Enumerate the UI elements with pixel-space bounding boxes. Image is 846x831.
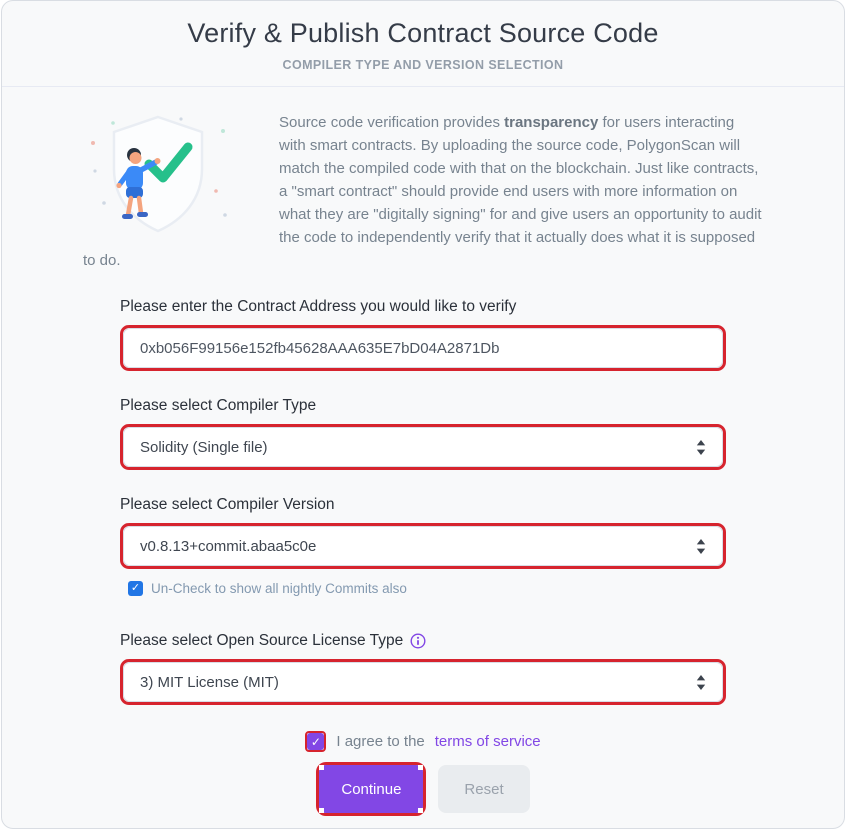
annotation-frame-license xyxy=(120,659,726,705)
updown-arrows-icon xyxy=(696,440,706,455)
updown-arrows-icon xyxy=(696,539,706,554)
annotation-frame-contract-address xyxy=(120,325,726,371)
annotation-corner xyxy=(319,808,324,813)
check-icon: ✓ xyxy=(130,582,141,594)
terms-agree-row xyxy=(120,731,726,752)
annotation-corner xyxy=(418,808,423,813)
contract-address-group xyxy=(120,298,726,371)
annotation-frame-compiler-type xyxy=(120,424,726,470)
compiler-type-select[interactable] xyxy=(123,427,723,467)
reset-button[interactable]: Reset xyxy=(438,765,529,813)
compiler-version-select[interactable] xyxy=(123,526,723,566)
check-icon: ✓ xyxy=(310,734,321,749)
annotation-frame-continue-button xyxy=(316,762,426,816)
contract-address-input[interactable] xyxy=(123,328,723,368)
compiler-version-selected-value: v0.8.13+commit.abaa5c0e xyxy=(140,537,317,555)
annotation-frame-agree-checkbox xyxy=(305,731,326,752)
terms-of-service-link[interactable]: terms of service xyxy=(434,733,541,750)
intro-paragraph xyxy=(83,111,763,272)
intro-text: Source code verification provides xyxy=(279,114,505,131)
intro-bold-word: transparency xyxy=(504,114,599,131)
compiler-version-label: Please select Compiler Version xyxy=(120,496,335,513)
license-selected-value: 3) MIT License (MIT) xyxy=(140,673,279,691)
page-subtitle: COMPILER TYPE AND VERSION SELECTION xyxy=(282,58,564,72)
page-title: Verify & Publish Contract Source Code xyxy=(187,18,659,48)
info-icon[interactable] xyxy=(410,633,426,649)
updown-arrows-icon xyxy=(696,675,706,690)
agree-text: I agree to the xyxy=(336,733,425,750)
annotation-frame-compiler-version xyxy=(120,523,726,569)
verify-contract-card xyxy=(1,0,845,829)
card-header xyxy=(2,1,844,87)
license-group xyxy=(120,632,726,705)
agree-checkbox[interactable] xyxy=(307,733,324,750)
compiler-type-label: Please select Compiler Type xyxy=(120,397,317,414)
annotation-corner xyxy=(418,765,423,770)
license-label: Please select Open Source License Type xyxy=(120,632,404,649)
contract-address-label: Please enter the Contract Address you would like to verify xyxy=(120,298,517,315)
continue-button[interactable]: Continue xyxy=(319,765,423,813)
compiler-version-group xyxy=(120,496,726,569)
license-select[interactable] xyxy=(123,662,723,702)
nightly-commits-label: Un-Check to show all nightly Commits also xyxy=(151,581,407,596)
nightly-commits-checkbox[interactable] xyxy=(128,581,143,596)
compiler-type-group xyxy=(120,397,726,470)
annotation-corner xyxy=(319,765,324,770)
shield-check-person-illustration xyxy=(83,111,233,237)
verify-form xyxy=(120,298,726,816)
nightly-commits-row xyxy=(128,581,726,600)
compiler-type-selected-value: Solidity (Single file) xyxy=(140,438,268,456)
intro-text-continued: for users interacting with smart contracts. By uploading the source code, PolygonScan will match the compiled code with that on the blockchain. Just like contracts, a "smart contract" should provide end users with more information on what they are "digitally signing" for and give users an opportunity to audit the code to independently verify that it actually does what it is supposed to do. xyxy=(83,114,762,269)
action-buttons-row xyxy=(120,762,726,816)
